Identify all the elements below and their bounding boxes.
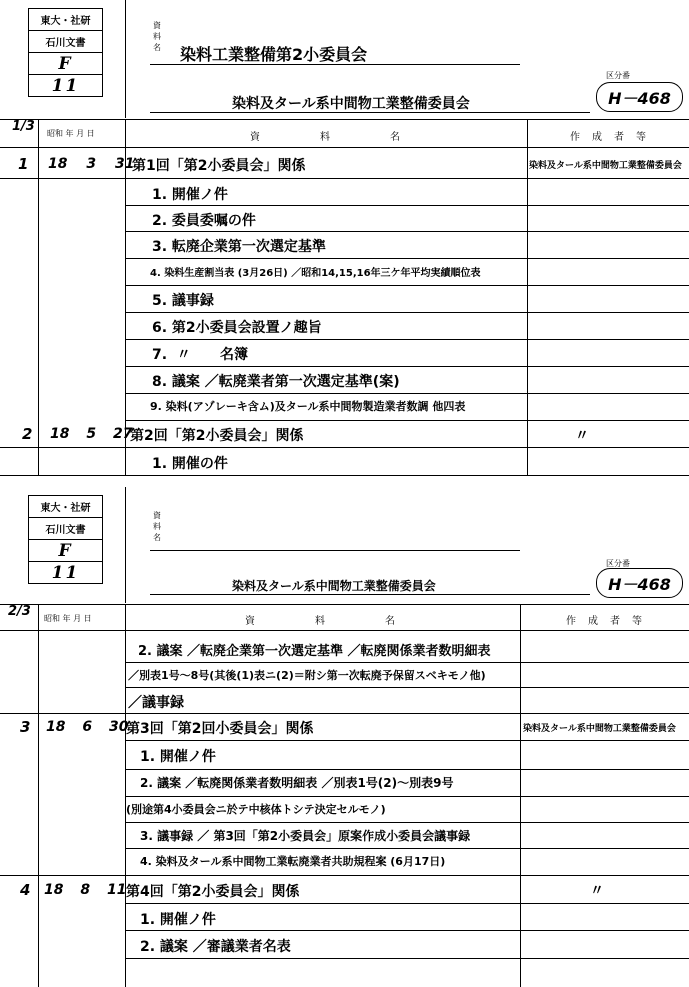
stamp-org: 東大・社研: [29, 496, 102, 518]
entry-number: 1: [18, 155, 29, 173]
list-item: 7. 〃 名簿: [152, 347, 249, 363]
stamp-number: 11: [51, 75, 80, 96]
material-name-label: 資料名: [153, 511, 161, 542]
entry-date: 18 5 27: [50, 426, 133, 442]
list-item: 3. 転廃企業第一次選定基準: [152, 239, 326, 255]
stamp-org: 東大・社研: [29, 9, 102, 31]
entry-date: 18 3 31: [48, 156, 135, 172]
header-date: 昭和 年 月 日: [44, 614, 92, 623]
stamp-letter: F: [29, 53, 102, 75]
classification-number: H－468: [596, 568, 683, 598]
list-item: (別途第4小委員会ニ於テ中核体トシテ決定セルモノ): [126, 803, 386, 816]
entry-author: 〃: [575, 428, 589, 444]
stamp-number: 11: [51, 562, 80, 583]
entry-date: 18 6 30: [46, 719, 129, 735]
list-item: ／別表1号～8号(其後(1)表ニ(2)＝附シ第一次転廃予保留スベキモノ他): [128, 669, 486, 682]
list-item: 1. 開催ノ件: [140, 912, 216, 928]
entry-author: 〃: [590, 883, 604, 899]
entry-title: 第2回「第2小委員会」関係: [130, 428, 304, 444]
entry-title: 第3回「第2回小委員会」関係: [126, 721, 314, 737]
list-item: 2. 議案 ／転廃関係業者数明細表 ／別表1号(2)～別表9号: [140, 776, 454, 790]
entry-author: 染料及タール系中間物工業整備委員会: [529, 161, 682, 171]
stamp-collection: 石川文書: [29, 518, 102, 540]
committee-name: 染料及タール系中間物工業整備委員会: [232, 96, 470, 112]
list-item: 4. 染料及タール系中間物工業転廃業者共助規程案 (6月17日): [140, 855, 446, 868]
stamp-collection: 石川文書: [29, 31, 102, 53]
classification-label: 区分番: [606, 71, 630, 80]
stamp-letter: F: [29, 540, 102, 562]
header-author: 作成者等: [570, 132, 658, 143]
header-material-name: 資料名: [245, 616, 455, 627]
page-number: 1/3: [12, 119, 35, 134]
list-item: 5. 議事録: [152, 293, 214, 309]
entry-number: 3: [20, 718, 31, 736]
classification-label: 区分番: [606, 559, 630, 568]
list-item: 1. 開催ノ件: [140, 749, 216, 765]
list-item: 2. 議案 ／審議業者名表: [140, 939, 291, 955]
list-item: 8. 議案 ／転廃業者第一次選定基準(案): [152, 374, 400, 390]
material-name-label: 資料名: [153, 21, 161, 52]
list-item: 1. 開催の件: [152, 456, 228, 472]
header-date: 昭和 年 月 日: [47, 129, 95, 138]
entry-title: 第4回「第2小委員会」関係: [126, 884, 300, 900]
entry-number: 4: [20, 881, 31, 899]
page-number: 2/3: [8, 604, 31, 619]
entry-number: 2: [22, 425, 33, 443]
entry-date: 18 8 11: [44, 882, 127, 898]
list-item: 3. 議事録 ／ 第3回「第2小委員会」原案作成小委員会議事録: [140, 829, 471, 843]
archive-stamp: [28, 495, 103, 584]
list-item: 2. 議案 ／転廃企業第一次選定基準 ／転廃関係業者数明細表: [138, 644, 491, 659]
classification-number: H－468: [596, 82, 683, 112]
page-title: 染料工業整備第2小委員会: [180, 45, 368, 64]
list-item: 2. 委員委嘱の件: [152, 213, 256, 229]
committee-name: 染料及タール系中間物工業整備委員会: [232, 579, 436, 593]
list-item: 6. 第2小委員会設置ノ趣旨: [152, 320, 322, 336]
header-material-name: 資料名: [250, 132, 460, 143]
entry-author: 染料及タール系中間物工業整備委員会: [523, 724, 676, 734]
list-item: 9. 染料(アゾレーキ含ム)及タール系中間物製造業者数調 他四表: [150, 400, 466, 413]
header-author: 作成者等: [566, 616, 654, 627]
list-item: 4. 染料生産割当表 (3月26日) ／昭和14,15,16年三ケ年平均実績順位表: [150, 268, 481, 279]
archive-stamp: [28, 8, 103, 97]
list-item: ／議事録: [128, 695, 184, 711]
list-item: 1. 開催ノ件: [152, 187, 228, 203]
entry-title: 第1回「第2小委員会」関係: [132, 158, 306, 174]
